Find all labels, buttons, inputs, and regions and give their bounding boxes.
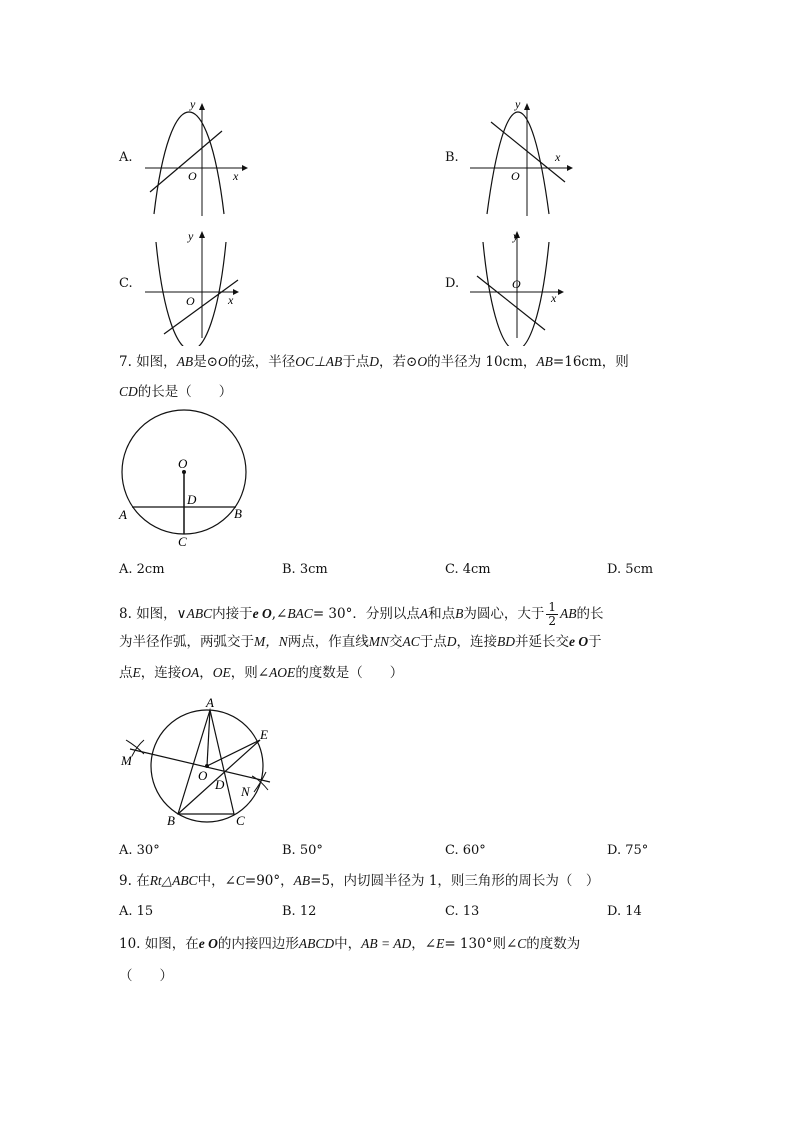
circle-o: e O [569, 634, 589, 649]
option-b-graph [465, 98, 575, 218]
point-d: D [446, 634, 457, 649]
fraction-numerator: 1 [548, 600, 556, 614]
q8-text: 的度数是（ ） [295, 665, 404, 681]
q8-line-3 [119, 663, 403, 683]
line [164, 280, 238, 334]
q8-text: ，连接 [456, 634, 498, 650]
option-a-label: A. [119, 150, 133, 165]
q7-text: ，若⊙ [379, 354, 418, 370]
origin-label: O [188, 169, 197, 183]
q8-text: 交 [389, 634, 403, 650]
q7-choice-a[interactable]: A. 2cm [119, 562, 165, 577]
label-d: D [187, 492, 197, 507]
circle-o: e O [198, 936, 218, 951]
q8-text: ，则∠ [230, 665, 270, 681]
parabola [154, 112, 224, 214]
y-axis-label: y [190, 98, 196, 111]
option-d-label: D. [445, 276, 460, 291]
label-m: M [121, 753, 132, 768]
parabola [483, 242, 549, 346]
q10-line-2: （ ） [119, 968, 173, 984]
question-number: 10. [119, 936, 141, 952]
label-n: N [241, 784, 250, 799]
origin-label: O [186, 294, 195, 308]
question-number: 9. [119, 873, 132, 889]
label-c: C [178, 534, 187, 549]
q8-text: ， [199, 665, 213, 681]
q10-line-1 [119, 934, 580, 954]
q7-text: 于点 [342, 354, 370, 370]
label-b: B [167, 813, 175, 828]
segment-ab: AB [559, 606, 577, 621]
q7-text: 的长是（ ） [137, 384, 233, 400]
q8-text: 并延长交 [515, 634, 570, 650]
q10-text: 的内接四边形 [217, 936, 299, 952]
parabola [487, 112, 549, 214]
q7-text: =16cm，则 [552, 354, 629, 370]
label-a: A [119, 507, 127, 522]
segment-bd: BD [497, 634, 516, 649]
q7-choice-d[interactable]: D. 5cm [607, 562, 654, 577]
ab-equals-ad: AB = AD [361, 936, 412, 951]
fraction-one-half [546, 601, 558, 628]
q9-text: 中，∠ [197, 873, 236, 889]
option-c-graph [140, 226, 250, 346]
y-axis-label: y [188, 229, 194, 243]
q8-text: 为半径作弧，两弧交于 [119, 634, 254, 650]
q7-circle-figure [112, 404, 262, 554]
segment-oe: OE [212, 665, 231, 680]
label-d: D [215, 777, 225, 792]
label-o: O [178, 456, 188, 471]
origin-label: O [511, 169, 520, 183]
x-axis-label: x [551, 291, 557, 305]
q7-line-1 [119, 352, 629, 372]
option-c-label: C. [119, 276, 133, 291]
q8-text: 点 [119, 665, 133, 681]
option-b-label: B. [445, 150, 459, 165]
q8-line-1 [119, 597, 603, 631]
q8-text: = 30°．分别以点 [312, 606, 420, 622]
q7-text: 是⊙ [193, 354, 218, 370]
angle-e: E [436, 936, 445, 951]
q7-choice-c[interactable]: C. 4cm [445, 562, 491, 577]
angle-aoe: AOE [269, 665, 296, 680]
point-e: E [132, 665, 141, 680]
y-axis-label: y [515, 98, 521, 111]
q8-text: 和点 [428, 606, 456, 622]
q9-choice-b[interactable]: B. 12 [282, 904, 317, 919]
q7-text: 的半径为 10cm， [427, 354, 537, 370]
q7-text: 如图， [136, 354, 177, 370]
q8-text: 于点 [419, 634, 447, 650]
q8-text: 于 [588, 634, 602, 650]
x-axis-label: x [233, 169, 239, 183]
q8-choice-a[interactable]: A. 30° [119, 843, 160, 858]
circle-o: e O [252, 606, 272, 621]
q8-text: 两点，作直线 [287, 634, 369, 650]
line-mn: MN [368, 634, 389, 649]
q8-text: 内接于 [212, 606, 253, 622]
q8-text: 如图，∨ [136, 606, 187, 622]
question-number: 8. [119, 606, 132, 622]
fraction-denominator: 2 [548, 614, 556, 628]
q10-text: 如图，在 [144, 936, 199, 952]
q8-line-2 [119, 632, 602, 652]
q10-text: = 130°则∠ [444, 936, 518, 952]
q7-text: 的弦，半径 [227, 354, 296, 370]
line [491, 122, 565, 182]
point-b: B [455, 606, 464, 621]
q9-choice-d[interactable]: D. 14 [607, 904, 642, 919]
q8-text: 的长 [576, 606, 604, 622]
x-axis-label: x [228, 293, 234, 307]
option-a-graph [140, 98, 250, 218]
label-e: E [260, 727, 268, 742]
points-m-n: M，N [254, 634, 288, 649]
angle-c: C [235, 873, 245, 888]
angle-c: C [517, 936, 527, 951]
point-a: A [419, 606, 429, 621]
point-d: D [369, 354, 380, 369]
triangle-abc: ABC [186, 606, 213, 621]
triangle-rt-abc: Rt△ABC [149, 873, 198, 888]
label-c: C [236, 813, 245, 828]
q10-text: 中， [334, 936, 362, 952]
q8-choice-b[interactable]: B. 50° [282, 843, 323, 858]
label-a: A [206, 695, 214, 710]
origin-label: O [512, 277, 521, 291]
option-d-graph [465, 226, 575, 346]
q9-text: =90°， [244, 873, 294, 889]
point-o: O [417, 354, 428, 369]
q8-text: ，连接 [140, 665, 182, 681]
line [477, 276, 545, 330]
q7-line-2 [119, 382, 232, 402]
angle-bac: BAC [287, 606, 313, 621]
point-o: O [218, 354, 228, 369]
segment-cd: CD [119, 384, 138, 399]
segment-oa: OA [181, 665, 200, 680]
q8-text: ,∠ [271, 606, 288, 622]
segment-ab: AB [176, 354, 194, 369]
q9-text: =5，内切圆半径为 1，则三角形的周长为（ ） [310, 873, 600, 889]
q8-choice-d[interactable]: D. 75° [607, 843, 649, 858]
y-axis-label: y [513, 229, 519, 243]
q10-text: 的度数为 [526, 936, 581, 952]
line [150, 131, 222, 192]
q8-circle-figure [112, 694, 282, 834]
q9-choice-c[interactable]: C. 13 [445, 904, 480, 919]
x-axis-label: x [555, 150, 561, 164]
quadrilateral-abcd: ABCD [298, 936, 335, 951]
question-number: 7. [119, 354, 132, 370]
oc-perp-ab: OC⊥AB [295, 354, 343, 369]
q8-choice-c[interactable]: C. 60° [445, 843, 486, 858]
q9-text: 在 [136, 873, 150, 889]
segment-ab: AB [293, 873, 311, 888]
segment-ac: AC [402, 634, 420, 649]
q10-text: ，∠ [411, 936, 437, 952]
label-b: B [234, 506, 242, 521]
q8-text: 为圆心，大于 [463, 606, 545, 622]
q9-line-1 [119, 871, 599, 891]
q7-choice-b[interactable]: B. 3cm [282, 562, 328, 577]
q9-choice-a[interactable]: A. 15 [119, 904, 154, 919]
segment-ab: AB [536, 354, 553, 369]
label-o: O [198, 768, 208, 783]
